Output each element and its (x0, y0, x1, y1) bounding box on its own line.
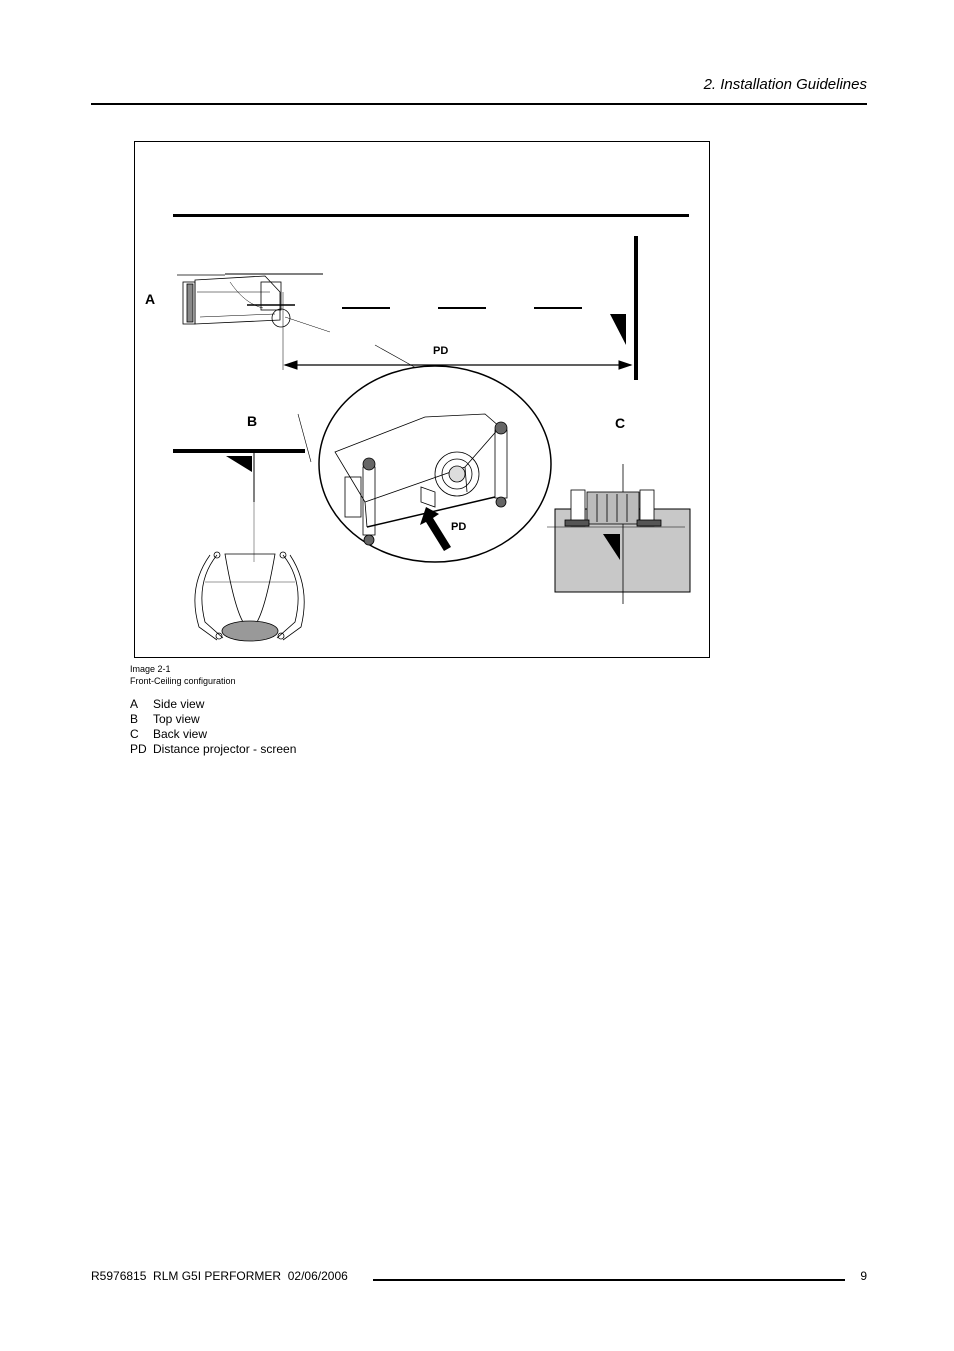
label-side-view: A (145, 291, 156, 307)
legend-value: Side view (153, 697, 205, 711)
legend-key: A (130, 697, 139, 711)
footer-rule (373, 1279, 845, 1281)
top-view-projector (195, 552, 304, 641)
screen-side (634, 236, 638, 380)
back-view-projector (565, 490, 661, 526)
legend-item (130, 742, 296, 757)
header-title: 2. Installation Guidelines (703, 76, 867, 93)
top-view-screen (173, 449, 305, 453)
legend-key: B (130, 712, 139, 726)
label-back-view: C (615, 415, 626, 431)
figure-frame (134, 141, 710, 658)
legend-item (130, 727, 296, 742)
label-top-view: B (247, 413, 258, 429)
legend (130, 697, 296, 757)
legend-item (130, 697, 296, 712)
projection-dashes (342, 307, 582, 309)
legend-value: Distance projector - screen (153, 742, 297, 756)
label-distance: PD (433, 345, 449, 357)
caption-text: Front-Ceiling configuration (130, 676, 236, 686)
ceiling-line (173, 214, 689, 217)
legend-key: C (130, 727, 139, 741)
label-detail-distance: PD (451, 521, 467, 533)
screen-marker-triangle (610, 314, 626, 345)
legend-key: PD (130, 742, 147, 756)
footer-doc-info: R5976815 RLM G5I PERFORMER 02/06/2006 (91, 1269, 348, 1283)
top-view-marker (226, 456, 252, 472)
header-rule (91, 103, 867, 105)
legend-item (130, 712, 296, 727)
legend-value: Back view (153, 727, 208, 741)
installation-diagram (135, 142, 711, 659)
side-view-projector (177, 274, 418, 370)
legend-value: Top view (153, 712, 200, 726)
figure-caption (130, 663, 236, 687)
page-number: 9 (860, 1269, 867, 1283)
caption-image-number: Image 2-1 (130, 664, 171, 674)
